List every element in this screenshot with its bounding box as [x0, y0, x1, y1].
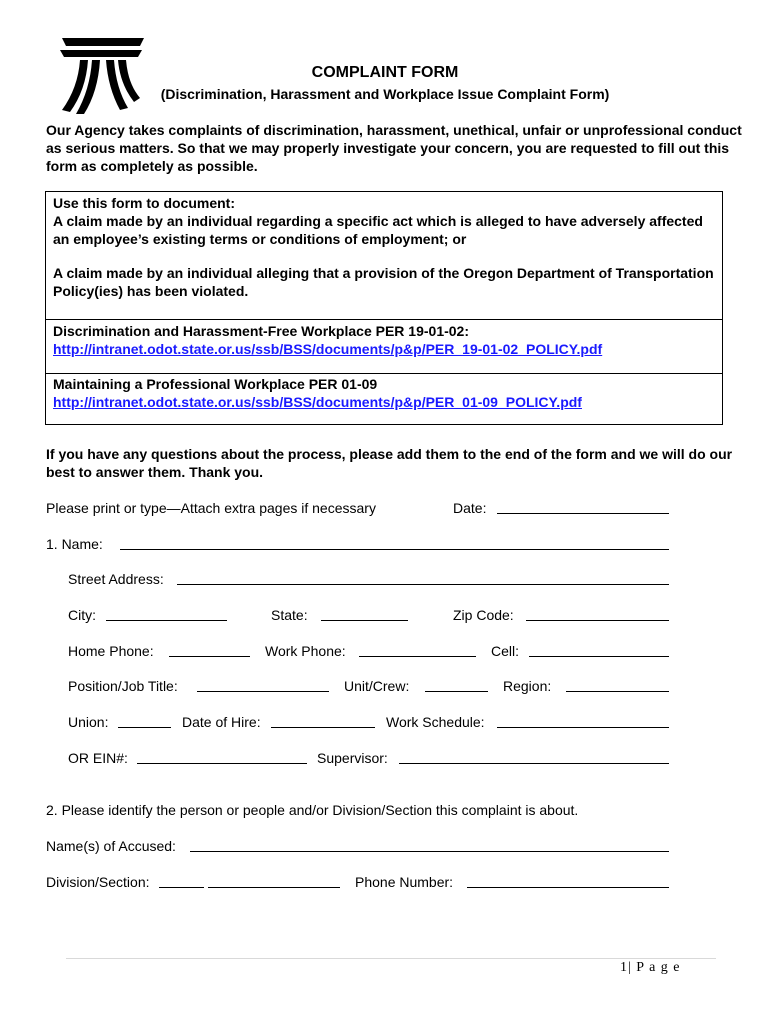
claim-one: A claim made by an individual regarding a specific act which is alleged to have adversely affected an employee’s existing terms or conditions of employment; or — [53, 213, 703, 247]
date-field[interactable] — [497, 513, 669, 514]
city-field[interactable] — [106, 620, 227, 621]
hire-date-field[interactable] — [271, 727, 375, 728]
intro-paragraph: Our Agency takes complaints of discrimination, harassment, unethical, unfair or unprofessional conduct as serious matters. So that we may properly investigate your concern, you are requested to fill out this form as completely as possible. — [46, 122, 742, 174]
page-footer — [620, 960, 681, 976]
city-label: City: — [68, 607, 96, 623]
union-label: Union: — [68, 714, 109, 730]
questions-note: If you have any questions about the process, please add them to the end of the form and we will do our best to answer them. Thank you. — [46, 446, 733, 480]
state-field[interactable] — [321, 620, 408, 621]
print-note: Please print or type—Attach extra pages if necessary — [46, 500, 376, 516]
hire-date-label: Date of Hire: — [182, 714, 261, 730]
policy-two-link[interactable]: http://intranet.odot.state.or.us/ssb/BSS/documents/p&p/PER_01-09_POLICY.pdf — [53, 394, 582, 410]
usage-heading: Use this form to document: — [53, 195, 236, 211]
unit-label: Unit/Crew: — [344, 678, 410, 694]
work-phone-field[interactable] — [359, 656, 476, 657]
home-phone-label: Home Phone: — [68, 643, 154, 659]
footer-rule — [66, 958, 716, 959]
region-field[interactable] — [566, 691, 669, 692]
home-phone-field[interactable] — [169, 656, 250, 657]
zip-label: Zip Code: — [453, 607, 514, 623]
ein-field[interactable] — [137, 763, 307, 764]
name-field[interactable] — [120, 549, 669, 550]
supervisor-field[interactable] — [399, 763, 669, 764]
street-label: Street Address: — [68, 571, 164, 587]
form-title: COMPLAINT FORM — [311, 64, 459, 81]
phone-field[interactable] — [467, 887, 669, 888]
ein-label: OR EIN#: — [68, 750, 128, 766]
accused-label: Name(s) of Accused: — [46, 838, 176, 854]
unit-field[interactable] — [425, 691, 488, 692]
region-label: Region: — [503, 678, 552, 694]
form-subtitle: (Discrimination, Harassment and Workplace Issue Complaint Form) — [160, 86, 610, 102]
policy-two-cell — [46, 373, 722, 426]
schedule-field[interactable] — [497, 727, 669, 728]
policy-one-cell — [46, 319, 722, 373]
division-field-a[interactable] — [159, 887, 204, 888]
policy-two-title: Maintaining a Professional Workplace PER 01-09 — [53, 376, 378, 392]
claim-two: A claim made by an individual alleging that a provision of the Oregon Department of Transportation Policy(ies) has been violated. — [53, 265, 714, 299]
division-field-b[interactable] — [208, 887, 340, 888]
zip-field[interactable] — [526, 620, 669, 621]
date-label: Date: — [453, 500, 487, 516]
phone-label: Phone Number: — [355, 874, 454, 890]
division-label: Division/Section: — [46, 874, 150, 890]
accused-field[interactable] — [190, 851, 669, 852]
street-field[interactable] — [177, 584, 669, 585]
policy-box — [45, 191, 723, 425]
work-phone-label: Work Phone: — [265, 643, 346, 659]
question-two: 2. Please identify the person or people and/or Division/Section this complaint is about. — [46, 802, 579, 818]
supervisor-label: Supervisor: — [317, 750, 388, 766]
union-field[interactable] — [118, 727, 171, 728]
schedule-label: Work Schedule: — [386, 714, 485, 730]
cell-field[interactable] — [529, 656, 669, 657]
page-number: 1 — [620, 960, 628, 975]
state-label: State: — [271, 607, 308, 623]
policy-one-title: Discrimination and Harassment-Free Workplace PER 19-01-02: — [53, 323, 470, 339]
policy-one-link[interactable]: http://intranet.odot.state.or.us/ssb/BSS/documents/p&p/PER_19-01-02_POLICY.pdf — [53, 341, 603, 357]
position-field[interactable] — [197, 691, 329, 692]
page-word: | P a g e — [628, 960, 681, 975]
usage-cell — [46, 192, 722, 319]
cell-label: Cell: — [491, 643, 520, 659]
name-label: 1. Name: — [46, 536, 103, 552]
position-label: Position/Job Title: — [68, 678, 178, 694]
